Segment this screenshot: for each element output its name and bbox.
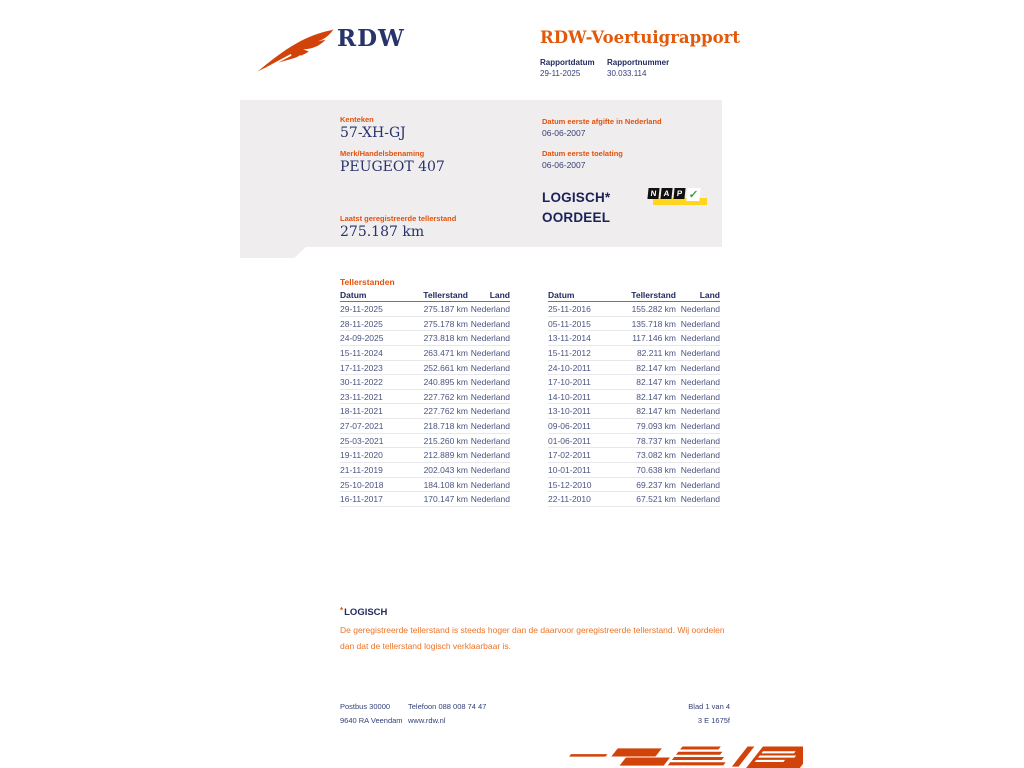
cell-datum: 14-10-2011: [548, 391, 591, 402]
cell-tellerstand: 273.818 km: [423, 333, 468, 344]
cell-tellerstand: 227.762 km: [423, 391, 468, 402]
cell-tellerstand: 82.147 km: [636, 362, 676, 373]
footnote-title-text: LOGISCH: [344, 607, 388, 618]
cell-tellerstand: 240.895 km: [423, 377, 468, 388]
cell-datum: 15-11-2012: [548, 347, 591, 358]
cell-datum: 15-11-2024: [340, 347, 383, 358]
cell-land: Nederland: [470, 421, 510, 431]
cell-datum: 28-11-2025: [340, 318, 383, 329]
table-row: [548, 361, 720, 376]
header-tellerstand: Tellerstand: [631, 290, 676, 300]
cell-land: Nederland: [470, 333, 510, 344]
table-row: [340, 419, 510, 434]
table-row: [548, 346, 720, 361]
cell-datum: 30-11-2022: [340, 377, 383, 388]
footer-phone: Telefoon 088 008 74 47: [408, 702, 487, 711]
footer-contact: [408, 700, 486, 728]
table-row: [548, 390, 720, 405]
cell-tellerstand: 263.471 km: [423, 347, 468, 358]
afgifte-value: 06-06-2007: [542, 128, 586, 138]
cell-datum: 17-02-2011: [548, 450, 591, 461]
cell-datum: 27-07-2021: [340, 421, 384, 431]
table-row: [340, 331, 510, 346]
tellerstand-label: Laatst geregistreerde tellerstand: [340, 214, 457, 223]
table-row: [548, 419, 720, 434]
table-header-row: [340, 290, 510, 302]
cell-tellerstand: 275.178 km: [423, 318, 468, 329]
cell-datum: 25-11-2016: [548, 304, 591, 314]
cell-land: Nederland: [470, 435, 510, 446]
cell-datum: 05-11-2015: [548, 318, 591, 329]
cell-land: Nederland: [680, 391, 720, 402]
cell-datum: 25-03-2021: [340, 435, 384, 446]
cell-land: Nederland: [470, 406, 510, 417]
cell-land: Nederland: [680, 304, 720, 314]
odometer-table-left: [340, 290, 510, 507]
cell-datum: 18-11-2021: [340, 406, 383, 417]
cell-land: Nederland: [470, 391, 510, 402]
cell-tellerstand: 79.093 km: [636, 421, 676, 431]
cell-datum: 29-11-2025: [340, 304, 383, 314]
cell-datum: 10-01-2011: [548, 464, 591, 475]
cell-datum: 13-11-2014: [548, 333, 591, 344]
cell-tellerstand: 78.737 km: [636, 435, 676, 446]
cell-tellerstand: 202.043 km: [423, 464, 468, 475]
table-row: [340, 404, 510, 419]
cell-tellerstand: 82.211 km: [636, 347, 676, 358]
cell-datum: 21-11-2019: [340, 464, 383, 475]
table-body-right: [548, 302, 720, 507]
cell-land: Nederland: [680, 318, 720, 329]
nap-logo: [648, 188, 700, 201]
cell-datum: 15-12-2010: [548, 479, 592, 490]
cell-tellerstand: 67.521 km: [636, 494, 676, 505]
oordeel-line2: OORDEEL: [542, 210, 611, 225]
table-row: [548, 404, 720, 419]
cell-tellerstand: 82.147 km: [636, 377, 676, 388]
truck-stripe-graphic: [545, 745, 803, 768]
header-tellerstand: Tellerstand: [423, 290, 468, 300]
cell-tellerstand: 117.146 km: [632, 333, 676, 344]
footer-address: [340, 700, 403, 728]
cell-land: Nederland: [470, 304, 510, 314]
table-row: [548, 492, 720, 507]
table-row: [548, 317, 720, 332]
cell-land: Nederland: [470, 494, 510, 505]
table-header-row: [548, 290, 720, 302]
merk-label: Merk/Handelsbenaming: [340, 149, 425, 158]
table-row: [548, 448, 720, 463]
odometer-table-right: [548, 290, 720, 507]
merk-value: PEUGEOT 407: [340, 159, 445, 175]
rdw-wordmark: RDW: [337, 25, 405, 52]
cell-land: Nederland: [470, 318, 510, 329]
table-row: [340, 434, 510, 449]
table-row: [340, 390, 510, 405]
footer-postbus: Postbus 30000: [340, 702, 391, 711]
report-number-value: 30.033.114: [607, 69, 647, 78]
cell-tellerstand: 170.147 km: [423, 494, 468, 505]
report-number-label: Rapportnummer: [607, 58, 670, 67]
nap-letter-p: P: [673, 188, 685, 199]
table-row: [548, 375, 720, 390]
cell-land: Nederland: [470, 362, 510, 373]
table-row: [340, 478, 510, 493]
header-land: Land: [489, 290, 510, 300]
cell-tellerstand: 252.661 km: [423, 362, 468, 373]
footnote-title: [340, 606, 732, 618]
report-date-value: 29-11-2025: [540, 69, 581, 78]
footer-website-link[interactable]: www.rdw.nl: [408, 716, 446, 725]
report-date-label: Rapportdatum: [540, 58, 595, 67]
cell-land: Nederland: [680, 406, 720, 417]
table-row: [340, 361, 510, 376]
header-land: Land: [699, 290, 720, 300]
table-row: [340, 492, 510, 507]
cell-tellerstand: 155.282 km: [631, 304, 676, 314]
oordeel-verdict: [542, 188, 610, 228]
cell-land: Nederland: [680, 421, 720, 431]
cell-land: Nederland: [680, 479, 720, 490]
cell-land: Nederland: [680, 347, 720, 358]
cell-land: Nederland: [470, 464, 510, 475]
cell-tellerstand: 135.718 km: [631, 318, 676, 329]
nap-checkmark-icon: ✓: [688, 189, 699, 201]
cell-tellerstand: 215.260 km: [423, 435, 468, 446]
header-datum: Datum: [340, 290, 367, 300]
footer-page-number: Blad 1 van 4: [688, 702, 730, 711]
header-datum: Datum: [548, 290, 575, 300]
cell-land: Nederland: [470, 377, 510, 388]
cell-land: Nederland: [680, 450, 720, 461]
kenteken-value: 57-XH-GJ: [340, 125, 406, 141]
table-row: [548, 434, 720, 449]
logisch-footnote: [340, 606, 732, 654]
cell-land: Nederland: [680, 435, 720, 446]
cell-datum: 24-09-2025: [340, 333, 384, 344]
footnote-body: De geregistreerde tellerstand is steeds hoger dan de daarvoor geregistreerde tellerstand. Wij oordelen dan dat de tellerstand logisch verklaarbaar is.: [340, 625, 725, 651]
cell-land: Nederland: [470, 479, 510, 490]
footer-city: 9640 RA Veendam: [340, 716, 403, 725]
nap-letter-a: A: [660, 188, 672, 199]
afgifte-label: Datum eerste afgifte in Nederland: [542, 117, 662, 126]
table-row: [340, 375, 510, 390]
kenteken-label: Kenteken: [340, 115, 374, 124]
toelating-label: Datum eerste toelating: [542, 149, 623, 158]
rdw-wing-logo-icon: [256, 26, 336, 74]
table-row: [340, 302, 510, 317]
cell-tellerstand: 69.237 km: [636, 479, 676, 490]
cell-tellerstand: 73.082 km: [636, 450, 676, 461]
cell-tellerstand: 275.187 km: [423, 304, 468, 314]
tellerstand-value: 275.187 km: [340, 224, 425, 240]
cell-tellerstand: 218.718 km: [423, 421, 468, 431]
cell-datum: 22-11-2010: [548, 494, 591, 505]
document-title: RDW-Voertuigrapport: [540, 28, 740, 47]
tellerstanden-section-title: Tellerstanden: [340, 277, 395, 287]
toelating-value: 06-06-2007: [542, 160, 586, 170]
cell-datum: 23-11-2021: [340, 391, 383, 402]
cell-tellerstand: 212.889 km: [423, 450, 468, 461]
footnote-asterisk: *: [340, 606, 344, 615]
nap-letter-n: N: [647, 188, 659, 199]
footer-pagination: [688, 700, 730, 728]
table-row: [340, 346, 510, 361]
cell-land: Nederland: [680, 333, 720, 344]
vehicle-facts-box: [240, 100, 722, 247]
facts-box-corner-tab: [240, 247, 306, 258]
table-row: [548, 463, 720, 478]
oordeel-line1: LOGISCH*: [542, 190, 611, 205]
table-row: [548, 302, 720, 317]
cell-datum: 13-10-2011: [548, 406, 591, 417]
cell-land: Nederland: [470, 450, 510, 461]
table-row: [340, 317, 510, 332]
cell-datum: 19-11-2020: [340, 450, 383, 461]
cell-land: Nederland: [680, 464, 720, 475]
cell-land: Nederland: [470, 347, 510, 358]
cell-tellerstand: 82.147 km: [636, 391, 676, 402]
cell-land: Nederland: [680, 494, 720, 505]
cell-tellerstand: 227.762 km: [423, 406, 468, 417]
cell-datum: 24-10-2011: [548, 362, 591, 373]
cell-tellerstand: 184.108 km: [423, 479, 468, 490]
table-row: [548, 478, 720, 493]
table-row: [340, 463, 510, 478]
table-row: [340, 448, 510, 463]
cell-datum: 09-06-2011: [548, 421, 591, 431]
table-row: [548, 331, 720, 346]
cell-datum: 16-11-2017: [340, 494, 383, 505]
cell-land: Nederland: [680, 377, 720, 388]
cell-datum: 25-10-2018: [340, 479, 384, 490]
cell-land: Nederland: [680, 362, 720, 373]
cell-tellerstand: 70.638 km: [636, 464, 676, 475]
cell-tellerstand: 82.147 km: [636, 406, 676, 417]
cell-datum: 17-10-2011: [548, 377, 591, 388]
table-body-left: [340, 302, 510, 507]
footer-form-code: 3 E 1675f: [697, 716, 730, 725]
cell-datum: 01-06-2011: [548, 435, 591, 446]
cell-datum: 17-11-2023: [340, 362, 383, 373]
